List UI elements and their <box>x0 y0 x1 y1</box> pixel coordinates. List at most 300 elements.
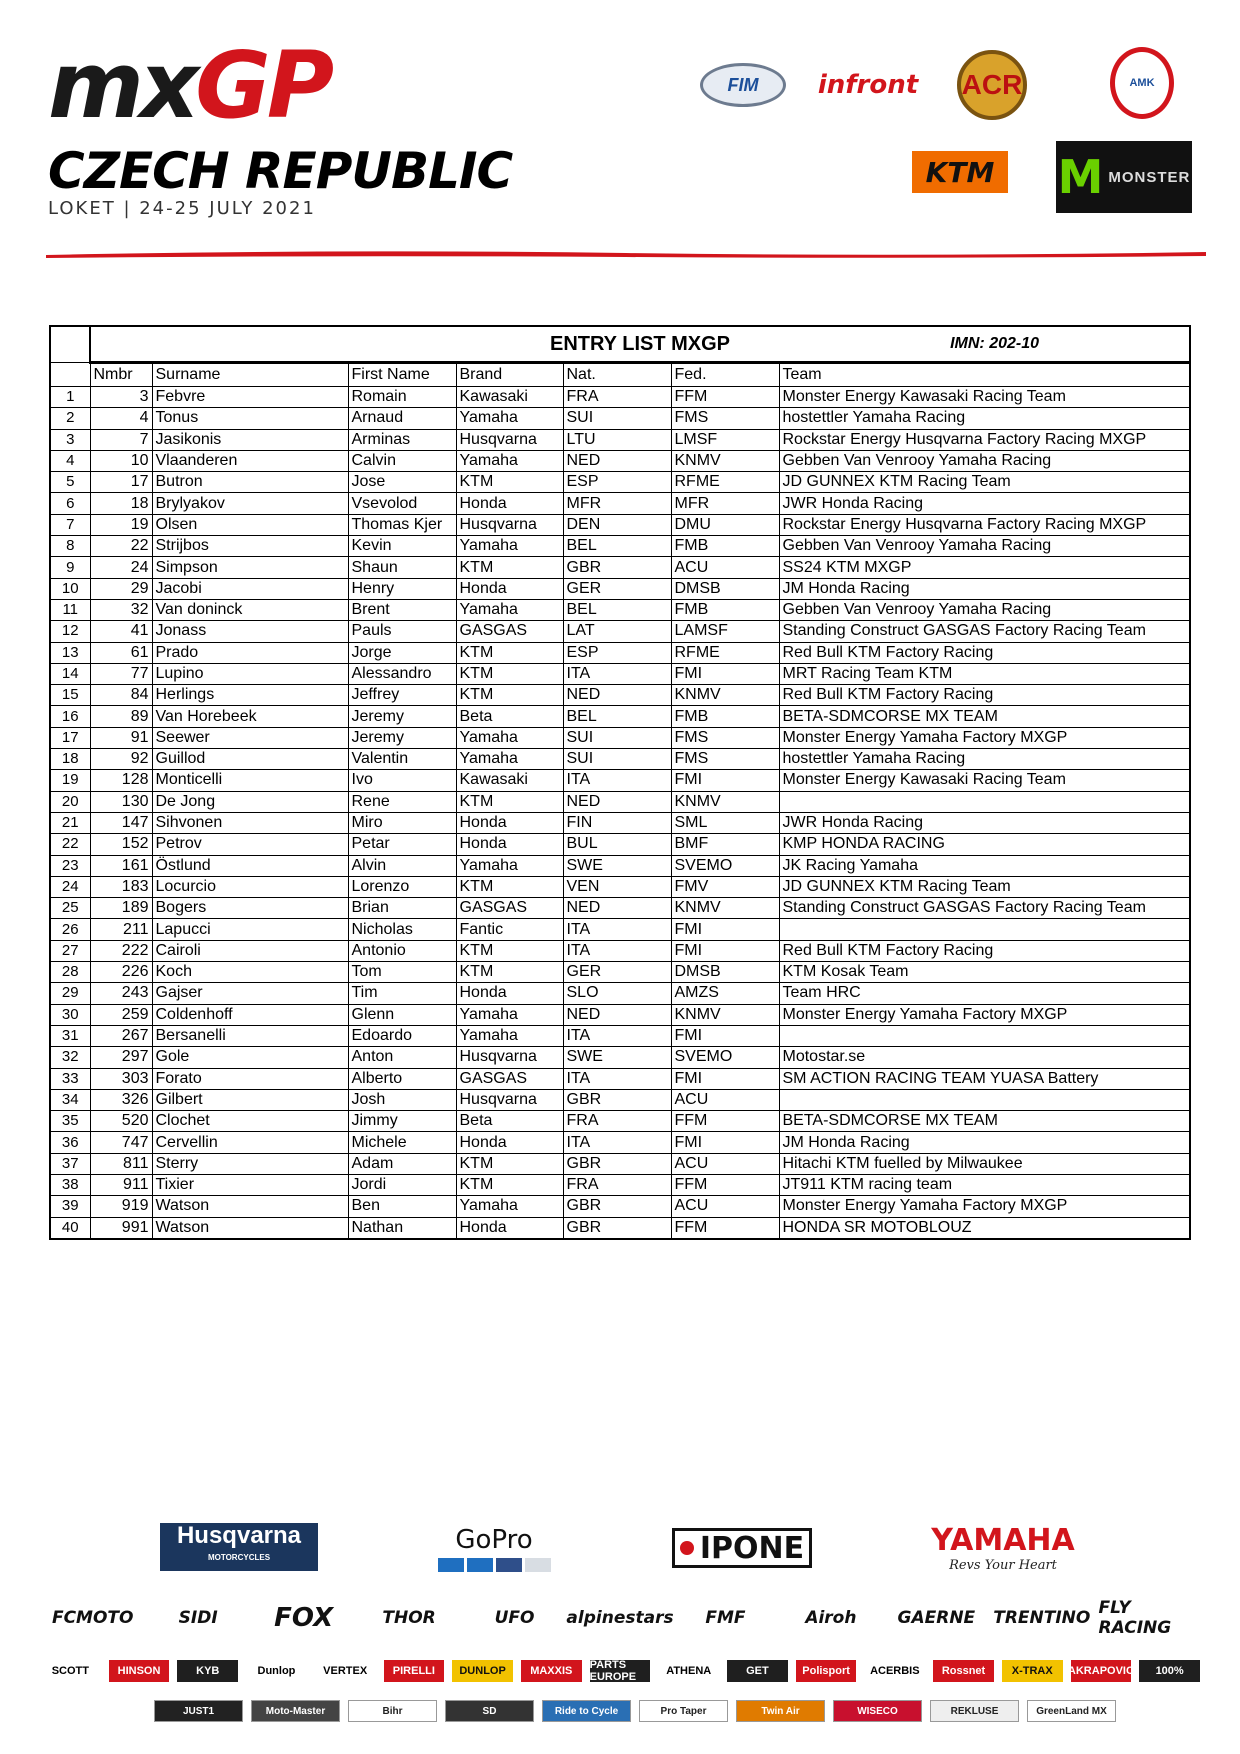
row-team: KMP HONDA RACING <box>779 834 1190 855</box>
table-header-row <box>50 363 1190 387</box>
row-federation: FMS <box>671 749 779 770</box>
row-nationality: FRA <box>563 1174 671 1195</box>
row-first-name: Brian <box>348 898 456 919</box>
row-number: 161 <box>90 855 152 876</box>
row-surname: Seewer <box>152 727 348 748</box>
row-surname: Bogers <box>152 898 348 919</box>
row-nationality: ESP <box>563 472 671 493</box>
row-nationality: NED <box>563 1004 671 1025</box>
row-federation: AMZS <box>671 983 779 1004</box>
header-surname: Surname <box>152 363 348 387</box>
row-position: 17 <box>50 727 90 748</box>
row-surname: Jasikonis <box>152 429 348 450</box>
husqvarna-sponsor-logo <box>160 1523 318 1571</box>
table-title <box>90 326 1190 363</box>
sponsor-logo: SCOTT <box>51 1665 89 1677</box>
row-surname: Prado <box>152 642 348 663</box>
row-first-name: Romain <box>348 387 456 408</box>
row-federation: FMB <box>671 536 779 557</box>
row-federation: FMI <box>671 770 779 791</box>
table-row <box>50 940 1190 961</box>
table-row <box>50 1047 1190 1068</box>
row-team: KTM Kosak Team <box>779 962 1190 983</box>
sponsor-logo: Pro Taper <box>639 1700 728 1722</box>
row-number: 267 <box>90 1025 152 1046</box>
row-number: 18 <box>90 493 152 514</box>
row-surname: Gole <box>152 1047 348 1068</box>
table-row <box>50 898 1190 919</box>
row-brand: Yamaha <box>456 536 563 557</box>
row-number: 326 <box>90 1089 152 1110</box>
row-brand: Honda <box>456 983 563 1004</box>
row-position: 39 <box>50 1196 90 1217</box>
table-title-row <box>50 326 1190 363</box>
mxgp-logo <box>48 32 331 139</box>
row-number: 10 <box>90 450 152 471</box>
table-row <box>50 812 1190 833</box>
row-position: 23 <box>50 855 90 876</box>
row-brand: Yamaha <box>456 599 563 620</box>
acr-logo: ACR <box>957 50 1027 120</box>
row-number: 147 <box>90 812 152 833</box>
row-position: 21 <box>50 812 90 833</box>
row-number: 91 <box>90 727 152 748</box>
row-surname: Forato <box>152 1068 348 1089</box>
row-position: 1 <box>50 387 90 408</box>
row-surname: Guillod <box>152 749 348 770</box>
row-federation: DMSB <box>671 578 779 599</box>
row-nationality: FRA <box>563 1111 671 1132</box>
row-federation: ACU <box>671 1196 779 1217</box>
row-nationality: LTU <box>563 429 671 450</box>
row-nationality: ITA <box>563 1068 671 1089</box>
row-nationality: BEL <box>563 599 671 620</box>
row-team: Team HRC <box>779 983 1190 1004</box>
row-first-name: Shaun <box>348 557 456 578</box>
row-surname: Butron <box>152 472 348 493</box>
row-brand: KTM <box>456 472 563 493</box>
row-team <box>779 1025 1190 1046</box>
row-position: 22 <box>50 834 90 855</box>
row-team: Monster Energy Kawasaki Racing Team <box>779 770 1190 791</box>
row-number: 259 <box>90 1004 152 1025</box>
row-position: 14 <box>50 663 90 684</box>
row-surname: Watson <box>152 1217 348 1239</box>
row-federation: FFM <box>671 387 779 408</box>
row-number: 226 <box>90 962 152 983</box>
row-number: 128 <box>90 770 152 791</box>
row-brand: Husqvarna <box>456 514 563 535</box>
row-position: 15 <box>50 685 90 706</box>
sponsor-logo: HINSON <box>109 1660 170 1682</box>
row-first-name: Alvin <box>348 855 456 876</box>
row-nationality: GER <box>563 962 671 983</box>
row-nationality: BEL <box>563 706 671 727</box>
row-federation: FMI <box>671 663 779 684</box>
row-surname: Koch <box>152 962 348 983</box>
row-position: 2 <box>50 408 90 429</box>
row-nationality: SUI <box>563 408 671 429</box>
monster-label: MONSTER <box>1108 168 1191 186</box>
row-brand: KTM <box>456 685 563 706</box>
row-first-name: Miro <box>348 812 456 833</box>
row-nationality: SUI <box>563 749 671 770</box>
row-surname: Watson <box>152 1196 348 1217</box>
row-first-name: Arnaud <box>348 408 456 429</box>
row-nationality: ITA <box>563 1132 671 1153</box>
row-team: BETA-SDMCORSE MX TEAM <box>779 1111 1190 1132</box>
row-nationality: VEN <box>563 876 671 897</box>
row-federation: FMI <box>671 940 779 961</box>
row-nationality: GBR <box>563 557 671 578</box>
sponsor-logo: SIDI <box>178 1608 218 1628</box>
sponsor-logo: FOX <box>274 1603 334 1633</box>
row-team: Red Bull KTM Factory Racing <box>779 940 1190 961</box>
row-position: 16 <box>50 706 90 727</box>
row-position: 35 <box>50 1111 90 1132</box>
sponsor-logo: Polisport <box>796 1660 857 1682</box>
row-surname: Van Horebeek <box>152 706 348 727</box>
row-brand: Husqvarna <box>456 1089 563 1110</box>
row-position: 6 <box>50 493 90 514</box>
row-federation: KNMV <box>671 450 779 471</box>
table-row <box>50 450 1190 471</box>
row-position: 36 <box>50 1132 90 1153</box>
row-federation: LMSF <box>671 429 779 450</box>
row-nationality: ITA <box>563 1025 671 1046</box>
row-brand: Husqvarna <box>456 1047 563 1068</box>
sponsor-logo: Airoh <box>805 1608 857 1628</box>
row-nationality: ESP <box>563 642 671 663</box>
row-first-name: Ivo <box>348 770 456 791</box>
row-team: Monster Energy Yamaha Factory MXGP <box>779 1004 1190 1025</box>
row-brand: Beta <box>456 706 563 727</box>
row-federation: FMS <box>671 727 779 748</box>
yamaha-tagline: Revs Your Heart <box>949 1558 1057 1573</box>
table-row <box>50 599 1190 620</box>
row-number: 89 <box>90 706 152 727</box>
row-team <box>779 1089 1190 1110</box>
ipone-dot-icon <box>680 1541 694 1555</box>
row-nationality: ITA <box>563 940 671 961</box>
entry-list-table <box>49 325 1191 1240</box>
sponsor-logo: WISECO <box>833 1700 922 1722</box>
row-nationality: SUI <box>563 727 671 748</box>
row-brand: Yamaha <box>456 727 563 748</box>
row-team: Hitachi KTM fuelled by Milwaukee <box>779 1153 1190 1174</box>
red-swoosh-divider <box>46 247 1206 261</box>
row-team: BETA-SDMCORSE MX TEAM <box>779 706 1190 727</box>
row-nationality: LAT <box>563 621 671 642</box>
row-surname: Sihvonen <box>152 812 348 833</box>
sponsor-logo: JUST1 <box>154 1700 243 1722</box>
row-team: JD GUNNEX KTM Racing Team <box>779 876 1190 897</box>
sponsor-logo: DUNLOP <box>452 1660 513 1682</box>
row-position: 8 <box>50 536 90 557</box>
sponsor-logo: 100% <box>1139 1660 1200 1682</box>
row-federation: FMI <box>671 1132 779 1153</box>
row-number: 24 <box>90 557 152 578</box>
row-surname: Bersanelli <box>152 1025 348 1046</box>
table-row <box>50 1153 1190 1174</box>
header-number: Nmbr <box>90 363 152 387</box>
event-subtitle: LOKET | 24-25 JULY 2021 <box>48 198 316 219</box>
row-nationality: GBR <box>563 1089 671 1110</box>
row-federation: FMI <box>671 919 779 940</box>
table-row <box>50 1068 1190 1089</box>
table-row <box>50 962 1190 983</box>
row-position: 10 <box>50 578 90 599</box>
row-nationality: MFR <box>563 493 671 514</box>
row-first-name: Alessandro <box>348 663 456 684</box>
header-first-name: First Name <box>348 363 456 387</box>
monster-energy-logo <box>1056 141 1192 213</box>
row-surname: Cervellin <box>152 1132 348 1153</box>
sponsor-logo: alpinestars <box>566 1608 674 1628</box>
row-first-name: Brent <box>348 599 456 620</box>
row-brand: KTM <box>456 663 563 684</box>
table-row <box>50 536 1190 557</box>
row-position: 31 <box>50 1025 90 1046</box>
sponsor-logo: Rossnet <box>933 1660 994 1682</box>
ipone-label: IPONE <box>699 1530 805 1566</box>
row-federation: FFM <box>671 1111 779 1132</box>
row-surname: Lapucci <box>152 919 348 940</box>
table-row <box>50 642 1190 663</box>
row-number: 211 <box>90 919 152 940</box>
row-number: 29 <box>90 578 152 599</box>
table-row <box>50 770 1190 791</box>
row-surname: Petrov <box>152 834 348 855</box>
row-first-name: Vsevolod <box>348 493 456 514</box>
row-brand: GASGAS <box>456 898 563 919</box>
sponsor-logo: KYB <box>177 1660 238 1682</box>
sponsor-logo: MAXXIS <box>521 1660 582 1682</box>
gopro-color-bar <box>438 1558 551 1572</box>
row-number: 22 <box>90 536 152 557</box>
table-row <box>50 1174 1190 1195</box>
event-title: CZECH REPUBLIC <box>48 142 513 200</box>
table-row <box>50 876 1190 897</box>
row-brand: KTM <box>456 642 563 663</box>
row-number: 4 <box>90 408 152 429</box>
husqvarna-label: Husqvarna <box>176 1522 302 1549</box>
row-number: 77 <box>90 663 152 684</box>
row-team: Monster Energy Yamaha Factory MXGP <box>779 727 1190 748</box>
row-brand: Honda <box>456 493 563 514</box>
sponsor-logo: Twin Air <box>736 1700 825 1722</box>
row-position: 11 <box>50 599 90 620</box>
row-position: 20 <box>50 791 90 812</box>
row-surname: Tonus <box>152 408 348 429</box>
row-federation: FMI <box>671 1025 779 1046</box>
row-team: JD GUNNEX KTM Racing Team <box>779 472 1190 493</box>
row-position: 40 <box>50 1217 90 1239</box>
row-brand: Yamaha <box>456 450 563 471</box>
sponsor-logo: FLY RACING <box>1098 1598 1172 1638</box>
row-nationality: GBR <box>563 1153 671 1174</box>
row-nationality: SLO <box>563 983 671 1004</box>
table-row <box>50 1132 1190 1153</box>
sponsor-logo: GET <box>727 1660 788 1682</box>
row-surname: Van doninck <box>152 599 348 620</box>
row-brand: Kawasaki <box>456 387 563 408</box>
row-number: 130 <box>90 791 152 812</box>
row-first-name: Valentin <box>348 749 456 770</box>
row-team: SS24 KTM MXGP <box>779 557 1190 578</box>
table-row <box>50 493 1190 514</box>
gopro-label: GoPro <box>455 1524 533 1555</box>
sponsor-logo: PIRELLI <box>384 1660 445 1682</box>
row-number: 19 <box>90 514 152 535</box>
infront-logo: infront <box>817 70 919 100</box>
ipone-sponsor-logo <box>672 1528 812 1568</box>
row-team: Red Bull KTM Factory Racing <box>779 642 1190 663</box>
logo-mx-text: mx <box>48 32 196 139</box>
table-row <box>50 472 1190 493</box>
row-position: 4 <box>50 450 90 471</box>
row-nationality: BEL <box>563 536 671 557</box>
row-first-name: Anton <box>348 1047 456 1068</box>
row-number: 92 <box>90 749 152 770</box>
row-federation: DMU <box>671 514 779 535</box>
row-nationality: NED <box>563 685 671 706</box>
row-nationality: GBR <box>563 1196 671 1217</box>
row-brand: Honda <box>456 1217 563 1239</box>
row-first-name: Adam <box>348 1153 456 1174</box>
row-first-name: Thomas Kjer <box>348 514 456 535</box>
row-federation: KNMV <box>671 791 779 812</box>
row-first-name: Pauls <box>348 621 456 642</box>
row-brand: Yamaha <box>456 855 563 876</box>
row-first-name: Rene <box>348 791 456 812</box>
row-nationality: DEN <box>563 514 671 535</box>
row-surname: Gilbert <box>152 1089 348 1110</box>
row-surname: Coldenhoff <box>152 1004 348 1025</box>
row-position: 38 <box>50 1174 90 1195</box>
row-number: 61 <box>90 642 152 663</box>
row-brand: KTM <box>456 962 563 983</box>
row-team: Rockstar Energy Husqvarna Factory Racing MXGP <box>779 514 1190 535</box>
row-federation: ACU <box>671 1089 779 1110</box>
row-first-name: Henry <box>348 578 456 599</box>
row-nationality: NED <box>563 898 671 919</box>
row-number: 520 <box>90 1111 152 1132</box>
row-federation: MFR <box>671 493 779 514</box>
row-position: 9 <box>50 557 90 578</box>
row-team <box>779 791 1190 812</box>
sponsor-logo: TRENTINO <box>993 1608 1091 1628</box>
row-surname: Febvre <box>152 387 348 408</box>
sponsor-logo: AKRAPOVIC <box>1071 1660 1132 1682</box>
row-position: 33 <box>50 1068 90 1089</box>
sponsor-logo: X-TRAX <box>1002 1660 1063 1682</box>
table-title-text: ENTRY LIST MXGP <box>549 333 731 355</box>
row-surname: Brylyakov <box>152 493 348 514</box>
table-row <box>50 1196 1190 1217</box>
yamaha-sponsor-logo <box>928 1518 1078 1578</box>
sponsor-logo: ATHENA <box>666 1665 712 1677</box>
table-row <box>50 685 1190 706</box>
row-brand: GASGAS <box>456 621 563 642</box>
row-nationality: ITA <box>563 663 671 684</box>
row-federation: LAMSF <box>671 621 779 642</box>
row-brand: Honda <box>456 834 563 855</box>
row-brand: Honda <box>456 578 563 599</box>
row-first-name: Jorge <box>348 642 456 663</box>
row-surname: Strijbos <box>152 536 348 557</box>
table-row <box>50 429 1190 450</box>
row-number: 32 <box>90 599 152 620</box>
row-federation: FMB <box>671 599 779 620</box>
table-row <box>50 663 1190 684</box>
row-brand: Fantic <box>456 919 563 940</box>
row-position: 24 <box>50 876 90 897</box>
table-row <box>50 1025 1190 1046</box>
row-brand: Honda <box>456 1132 563 1153</box>
table-row <box>50 706 1190 727</box>
table-row <box>50 749 1190 770</box>
row-federation: RFME <box>671 472 779 493</box>
row-team: hostettler Yamaha Racing <box>779 749 1190 770</box>
row-nationality: ITA <box>563 919 671 940</box>
row-number: 84 <box>90 685 152 706</box>
row-first-name: Antonio <box>348 940 456 961</box>
row-nationality: SWE <box>563 855 671 876</box>
row-team: Rockstar Energy Husqvarna Factory Racing MXGP <box>779 429 1190 450</box>
row-surname: Tixier <box>152 1174 348 1195</box>
row-brand: KTM <box>456 791 563 812</box>
row-number: 303 <box>90 1068 152 1089</box>
table-row <box>50 557 1190 578</box>
sponsor-logo: VERTEX <box>323 1665 368 1677</box>
row-team <box>779 919 1190 940</box>
row-position: 37 <box>50 1153 90 1174</box>
sponsor-logo: Bihr <box>348 1700 437 1722</box>
amk-loket-logo: AMK <box>1110 47 1174 119</box>
sponsor-logo: SD <box>445 1700 534 1722</box>
row-federation: BMF <box>671 834 779 855</box>
row-first-name: Josh <box>348 1089 456 1110</box>
row-brand: Honda <box>456 812 563 833</box>
row-team: JM Honda Racing <box>779 1132 1190 1153</box>
table-row <box>50 578 1190 599</box>
row-first-name: Lorenzo <box>348 876 456 897</box>
row-team: HONDA SR MOTOBLOUZ <box>779 1217 1190 1239</box>
row-nationality: SWE <box>563 1047 671 1068</box>
row-brand: Yamaha <box>456 1025 563 1046</box>
row-first-name: Edoardo <box>348 1025 456 1046</box>
row-federation: KNMV <box>671 685 779 706</box>
table-row <box>50 1217 1190 1239</box>
row-number: 7 <box>90 429 152 450</box>
row-surname: Cairoli <box>152 940 348 961</box>
row-position: 19 <box>50 770 90 791</box>
row-number: 811 <box>90 1153 152 1174</box>
row-number: 17 <box>90 472 152 493</box>
table-row <box>50 727 1190 748</box>
row-brand: KTM <box>456 1153 563 1174</box>
row-brand: Yamaha <box>456 749 563 770</box>
row-first-name: Ben <box>348 1196 456 1217</box>
row-first-name: Jordi <box>348 1174 456 1195</box>
row-team: hostettler Yamaha Racing <box>779 408 1190 429</box>
row-position: 12 <box>50 621 90 642</box>
row-first-name: Jeffrey <box>348 685 456 706</box>
row-team: Motostar.se <box>779 1047 1190 1068</box>
logo-gp-text: GP <box>195 32 331 139</box>
row-nationality: NED <box>563 450 671 471</box>
